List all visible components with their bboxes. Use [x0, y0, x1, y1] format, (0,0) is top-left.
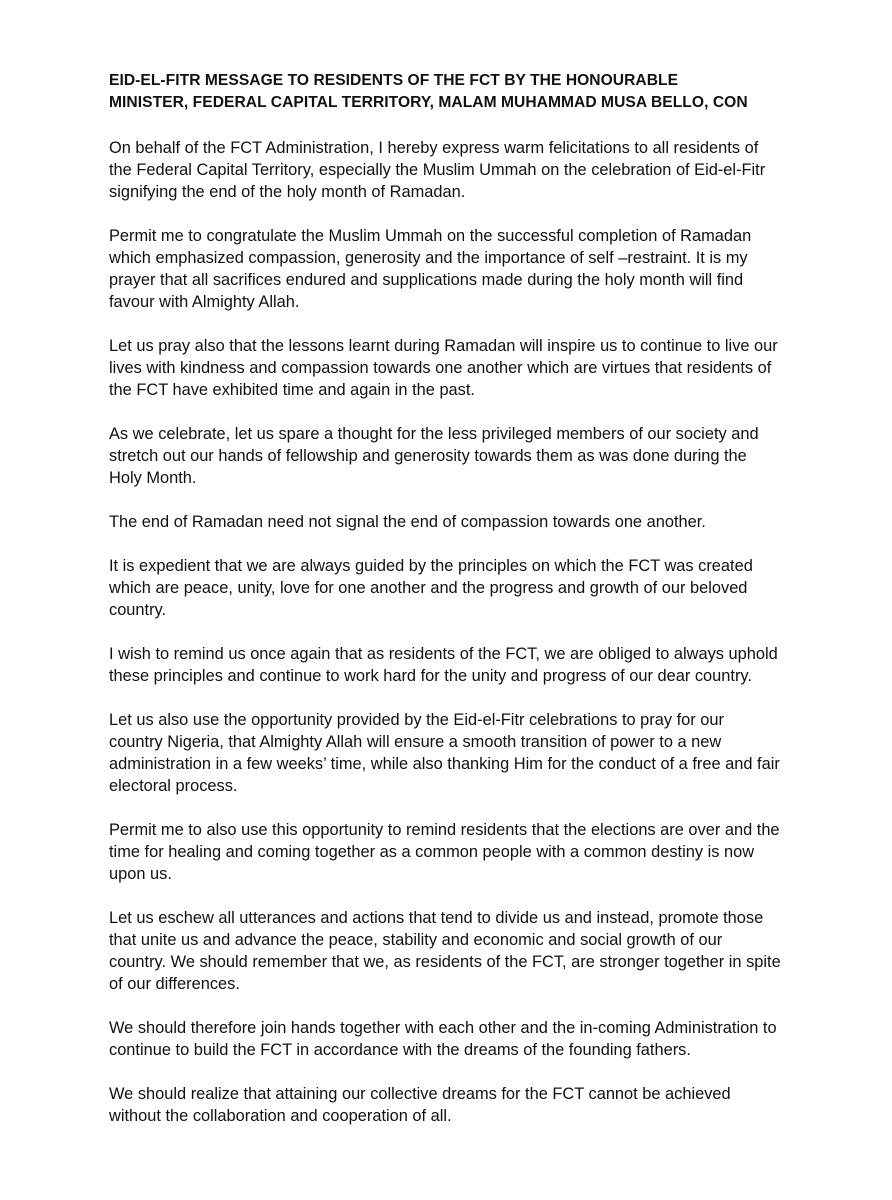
- text-line: prayer that all sacrifices endured and supplications made during the holy month will find: [109, 271, 744, 289]
- text-line: We should therefore join hands together with each other and the in-coming Administration to: [109, 1019, 777, 1037]
- text-line: country Nigeria, that Almighty Allah will ensure a smooth transition of power to a new: [109, 733, 722, 751]
- text-line: favour with Almighty Allah.: [109, 293, 300, 311]
- text-line: which emphasized compassion, generosity and the importance of self –restraint. It is my: [109, 249, 748, 267]
- document-body: [109, 70, 809, 1149]
- text-line: It is expedient that we are always guided by the principles on which the FCT was created: [109, 557, 753, 575]
- paragraph-collective-dreams: [109, 1083, 809, 1127]
- text-line: time for healing and coming together as a common people with a common destiny is now: [109, 843, 755, 861]
- text-line: of our differences.: [109, 975, 240, 993]
- text-line: As we celebrate, let us spare a thought for the less privileged members of our society and: [109, 425, 759, 443]
- text-line: Let us also use the opportunity provided by the Eid-el-Fitr celebrations to pray for our: [109, 711, 724, 729]
- text-line: Let us pray also that the lessons learnt during Ramadan will inspire us to continue to live our: [109, 337, 778, 355]
- text-line: Permit me to congratulate the Muslim Ummah on the successful completion of Ramadan: [109, 227, 752, 245]
- text-line: that unite us and advance the peace, stability and economic and social growth of our: [109, 931, 723, 949]
- text-line: which are peace, unity, love for one another and the progress and growth of our beloved: [109, 579, 748, 597]
- paragraph-elections-over: [109, 819, 809, 885]
- document-title: [109, 70, 809, 114]
- paragraph-felicitations: [109, 137, 809, 203]
- paragraph-prayer-nigeria: [109, 709, 809, 797]
- text-line: the Federal Capital Territory, especially the Muslim Ummah on the celebration of Eid-el-Fitr: [109, 161, 766, 179]
- paragraph-less-privileged: [109, 423, 809, 489]
- text-line: country. We should remember that we, as residents of the FCT, are stronger together in spite: [109, 953, 781, 971]
- text-line: lives with kindness and compassion towards one another which are virtues that residents of: [109, 359, 772, 377]
- text-line: these principles and continue to work hard for the unity and progress of our dear country.: [109, 667, 752, 685]
- text-line: The end of Ramadan need not signal the end of compassion towards one another.: [109, 513, 706, 531]
- text-line: upon us.: [109, 865, 172, 883]
- text-line: signifying the end of the holy month of Ramadan.: [109, 183, 466, 201]
- text-line: the FCT have exhibited time and again in the past.: [109, 381, 475, 399]
- text-line: continue to build the FCT in accordance with the dreams of the founding fathers.: [109, 1041, 691, 1059]
- text-line: I wish to remind us once again that as residents of the FCT, we are obliged to always uphold: [109, 645, 778, 663]
- text-line: Permit me to also use this opportunity to remind residents that the elections are over and the: [109, 821, 780, 839]
- paragraph-congratulations: [109, 225, 809, 313]
- paragraph-principles: [109, 555, 809, 621]
- title-line: EID-EL-FITR MESSAGE TO RESIDENTS OF THE FCT BY THE HONOURABLE: [109, 72, 679, 89]
- text-line: Let us eschew all utterances and actions that tend to divide us and instead, promote those: [109, 909, 764, 927]
- text-line: stretch out our hands of fellowship and generosity towards them as was done during the: [109, 447, 747, 465]
- text-line: Holy Month.: [109, 469, 197, 487]
- text-line: On behalf of the FCT Administration, I hereby express warm felicitations to all residents of: [109, 139, 759, 157]
- paragraph-end-of-ramadan: [109, 511, 809, 533]
- title-line: MINISTER, FEDERAL CAPITAL TERRITORY, MALAM MUHAMMAD MUSA BELLO, CON: [109, 94, 748, 111]
- text-line: country.: [109, 601, 167, 619]
- paragraph-lessons: [109, 335, 809, 401]
- text-line: electoral process.: [109, 777, 238, 795]
- paragraph-eschew-division: [109, 907, 809, 995]
- text-line: We should realize that attaining our collective dreams for the FCT cannot be achieved: [109, 1085, 731, 1103]
- text-line: without the collaboration and cooperation of all.: [109, 1107, 452, 1125]
- paragraph-reminder: [109, 643, 809, 687]
- paragraph-join-hands: [109, 1017, 809, 1061]
- text-line: administration in a few weeks’ time, while also thanking Him for the conduct of a free and fair: [109, 755, 780, 773]
